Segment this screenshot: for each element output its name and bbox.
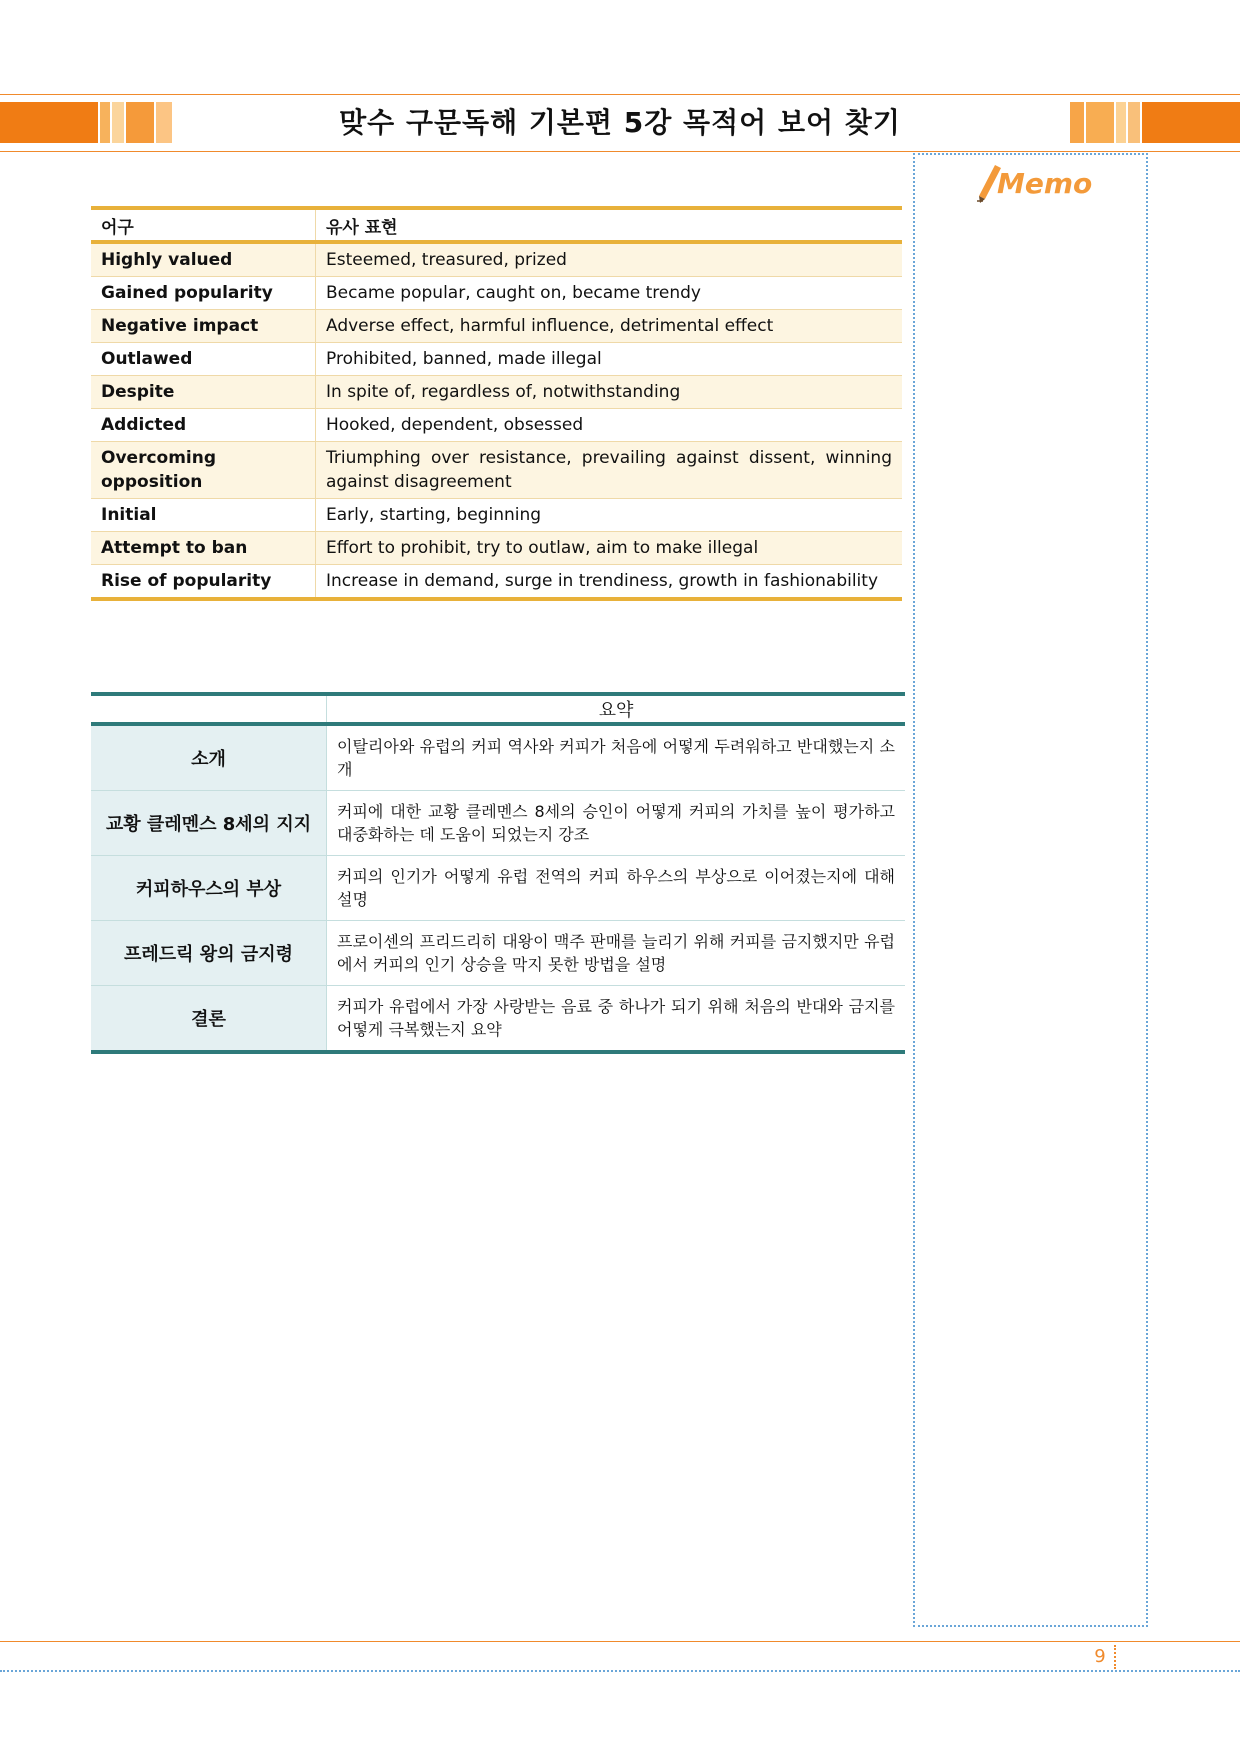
header-block xyxy=(156,102,172,143)
memo-panel[interactable] xyxy=(913,153,1148,1627)
vocab-similar: Effort to prohibit, try to outlaw, aim to make illegal xyxy=(316,532,903,565)
table-row xyxy=(91,532,902,565)
header-block xyxy=(1070,102,1084,143)
summary-table xyxy=(91,692,905,1054)
summary-text: 커피가 유럽에서 가장 사랑받는 음료 중 하나가 되기 위해 처음의 반대와 금지를 어떻게 극복했는지 요약 xyxy=(327,986,906,1053)
vocab-header-similar: 유사 표현 xyxy=(316,208,903,242)
summary-header-summary: 요약 xyxy=(327,694,906,724)
vocab-phrase: Negative impact xyxy=(91,310,316,343)
vocab-phrase: Initial xyxy=(91,499,316,532)
vocab-similar: Hooked, dependent, obsessed xyxy=(316,409,903,442)
vocab-table xyxy=(91,206,902,601)
table-row xyxy=(91,442,902,499)
summary-header-row xyxy=(91,694,905,724)
table-row xyxy=(91,343,902,376)
vocab-similar: Prohibited, banned, made illegal xyxy=(316,343,903,376)
table-row xyxy=(91,376,902,409)
vocab-phrase: Rise of popularity xyxy=(91,565,316,600)
summary-header-section xyxy=(91,694,327,724)
table-row xyxy=(91,921,905,986)
header-block xyxy=(100,102,110,143)
summary-text: 프로이센의 프리드리히 대왕이 맥주 판매를 늘리기 위해 커피를 금지했지만 유럽에서 커피의 인기 상승을 막지 못한 방법을 설명 xyxy=(327,921,906,986)
table-row xyxy=(91,409,902,442)
table-row xyxy=(91,310,902,343)
summary-section: 소개 xyxy=(91,724,327,791)
vocab-similar: Adverse effect, harmful influence, detrimental effect xyxy=(316,310,903,343)
memo-label: Memo xyxy=(997,167,1093,200)
table-row xyxy=(91,565,902,600)
vocab-similar: Triumphing over resistance, prevailing against dissent, winning against disagreement xyxy=(316,442,903,499)
vocab-similar: Early, starting, beginning xyxy=(316,499,903,532)
vocab-phrase: Despite xyxy=(91,376,316,409)
table-row xyxy=(91,856,905,921)
header-block xyxy=(112,102,124,143)
header-rule-bottom xyxy=(0,151,1240,152)
summary-section: 커피하우스의 부상 xyxy=(91,856,327,921)
vocab-similar: Increase in demand, surge in trendiness, growth in fashionability xyxy=(316,565,903,600)
vocab-similar: In spite of, regardless of, notwithstanding xyxy=(316,376,903,409)
header-accent-right xyxy=(1142,102,1240,143)
page-number: 9 xyxy=(1094,1646,1106,1667)
table-row xyxy=(91,277,902,310)
table-row xyxy=(91,791,905,856)
header-accent-left xyxy=(0,102,98,143)
vocab-phrase: Overcoming opposition xyxy=(91,442,316,499)
page-title: 맞수 구문독해 기본편 5강 목적어 보어 찾기 xyxy=(339,106,901,139)
summary-section: 프레드릭 왕의 금지령 xyxy=(91,921,327,986)
summary-text: 커피의 인기가 어떻게 유럽 전역의 커피 하우스의 부상으로 이어졌는지에 대해 설명 xyxy=(327,856,906,921)
memo-heading xyxy=(975,163,1095,207)
page-number-divider xyxy=(1114,1645,1116,1669)
summary-text: 이탈리아와 유럽의 커피 역사와 커피가 처음에 어떻게 두려워하고 반대했는지 소개 xyxy=(327,724,906,791)
header-block xyxy=(1116,102,1126,143)
header-block xyxy=(1128,102,1140,143)
vocab-header-row xyxy=(91,208,902,242)
vocab-phrase: Outlawed xyxy=(91,343,316,376)
header-block xyxy=(126,102,154,143)
vocab-similar: Became popular, caught on, became trendy xyxy=(316,277,903,310)
summary-section: 교황 클레멘스 8세의 지지 xyxy=(91,791,327,856)
vocab-phrase: Gained popularity xyxy=(91,277,316,310)
vocab-phrase: Addicted xyxy=(91,409,316,442)
header-rule-top xyxy=(0,94,1240,95)
header-block xyxy=(1086,102,1114,143)
vocab-phrase: Attempt to ban xyxy=(91,532,316,565)
footer-rule xyxy=(0,1641,1240,1642)
table-row xyxy=(91,242,902,277)
vocab-header-phrase: 어구 xyxy=(91,208,316,242)
vocab-phrase: Highly valued xyxy=(91,242,316,277)
table-row xyxy=(91,499,902,532)
table-row xyxy=(91,724,905,791)
summary-section: 결론 xyxy=(91,986,327,1053)
vocab-similar: Esteemed, treasured, prized xyxy=(316,242,903,277)
table-row xyxy=(91,986,905,1053)
summary-text: 커피에 대한 교황 클레멘스 8세의 승인이 어떻게 커피의 가치를 높이 평가하고 대중화하는 데 도움이 되었는지 강조 xyxy=(327,791,906,856)
footer-dotted-rule xyxy=(0,1670,1240,1672)
